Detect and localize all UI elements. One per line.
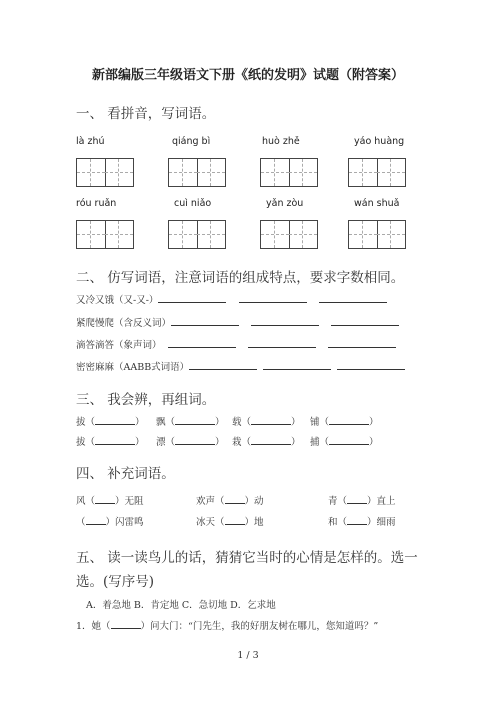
idiom-prefix: 风（ [76,496,96,507]
idiom-suffix: ）无阻 [115,496,144,507]
char-label: 捕（ [310,437,330,448]
answer-blank[interactable] [225,495,245,504]
answer-blank[interactable] [158,294,226,303]
imitation-label: 密密麻麻（AABB式词语） [76,362,190,373]
section-2-heading: 二、 仿写词语，注意词语的组成特点，要求字数相同。 [76,270,405,286]
tianzige-box[interactable] [260,158,318,187]
answer-blank[interactable] [95,495,115,504]
answer-blank[interactable] [95,416,135,425]
question-1 [76,618,378,632]
answer-blank[interactable] [175,416,215,425]
idiom-prefix: （ [76,517,86,528]
imitation-item [76,292,387,306]
page-title: 新部编版三年级语文下册《纸的发明》试题（附答案） [91,68,404,83]
distinguish-item [310,434,379,448]
answer-blank[interactable] [175,436,215,445]
page-number: 1 / 3 [237,650,259,661]
idiom-item [328,493,396,507]
answer-blank[interactable] [95,436,135,445]
char-label: 漂（ [156,437,176,448]
char-label: 飘（ [156,417,176,428]
pinyin-1-4: yáo huàng [354,136,405,147]
pinyin-1-3: huò zhě [262,136,300,147]
distinguish-item [76,434,145,448]
pinyin-2-1: róu ruǎn [76,198,117,209]
paren: ） [135,437,145,448]
answer-blank[interactable] [337,361,405,370]
char-label: 拔（ [76,437,96,448]
section-4-heading: 四、 补充词语。 [76,466,175,482]
answer-blank[interactable] [329,416,369,425]
distinguish-item [232,434,301,448]
char-label: 栽（ [232,437,252,448]
idiom-item [76,493,144,507]
idiom-suffix: ）细雨 [367,517,396,528]
answer-blank[interactable] [347,516,367,525]
paren: ） [369,417,379,428]
imitation-label: 又冷又饿（又-又-） [76,295,159,306]
pinyin-2-4: wán shuǎ [354,198,400,209]
tianzige-box[interactable] [260,220,318,249]
idiom-item [196,514,264,528]
distinguish-item [310,414,379,428]
char-label: 铺（ [310,417,330,428]
answer-blank[interactable] [251,416,291,425]
answer-blank[interactable] [263,361,331,370]
idiom-suffix: ）直上 [367,496,396,507]
answer-blank[interactable] [248,339,316,348]
section-3-heading: 三、 我会辨，再组词。 [76,392,216,408]
pinyin-1-1: là zhú [76,136,105,147]
imitation-label: 滴答滴答（象声词） [76,340,162,351]
answer-blank[interactable] [328,339,396,348]
section-5-heading-cont: 选。(写序号) [76,574,155,590]
idiom-prefix: 青（ [328,496,348,507]
idiom-suffix: ）地 [244,517,264,528]
paren: ） [215,417,225,428]
idiom-prefix: 和（ [328,517,348,528]
distinguish-item [156,414,225,428]
idiom-suffix: ）闪雷鸣 [105,517,144,528]
pinyin-2-3: yǎn zòu [266,198,304,209]
answer-blank[interactable] [329,436,369,445]
paren: ） [369,437,379,448]
idiom-prefix: 冰天（ [196,517,225,528]
imitation-item [76,359,405,373]
tianzige-box[interactable] [76,220,134,249]
answer-blank[interactable] [168,339,236,348]
imitation-label: 紧爬慢爬（含反义词） [76,318,172,329]
answer-blank[interactable] [171,317,239,326]
question-prefix: 1．她（ [76,621,111,632]
paren: ） [215,437,225,448]
option-list: A．着急地 B．肯定地 C．急切地 D．乞求地 [86,600,276,611]
tianzige-box[interactable] [76,158,134,187]
pinyin-2-2: cuì niǎo [174,198,212,209]
answer-blank[interactable] [86,516,106,525]
answer-blank[interactable] [251,317,319,326]
idiom-item [328,514,396,528]
paren: ） [291,437,301,448]
imitation-item [76,337,396,351]
tianzige-box[interactable] [168,220,226,249]
answer-blank[interactable] [189,361,257,370]
tianzige-box[interactable] [168,158,226,187]
answer-blank[interactable] [225,516,245,525]
distinguish-item [232,414,301,428]
paren: ） [135,417,145,428]
imitation-item [76,315,399,329]
distinguish-item [76,414,145,428]
idiom-item [196,493,264,507]
answer-blank[interactable] [347,495,367,504]
answer-blank[interactable] [319,294,387,303]
char-label: 拔（ [76,417,96,428]
answer-blank[interactable] [331,317,399,326]
answer-blank[interactable] [239,294,307,303]
tianzige-box[interactable] [348,158,406,187]
pinyin-1-2: qiáng bì [172,136,211,147]
answer-blank[interactable] [251,436,291,445]
distinguish-item [156,434,225,448]
section-5-heading: 五、 读一读鸟儿的话，猜猜它当时的心情是怎样的。选一 [76,550,418,566]
answer-blank[interactable] [111,620,141,629]
char-label: 载（ [232,417,252,428]
idiom-prefix: 欢声（ [196,496,225,507]
idiom-item [76,514,144,528]
question-text: ）问大门：“门先生，我的好朋友树在哪儿，您知道吗？” [140,621,379,632]
tianzige-box[interactable] [348,220,406,249]
idiom-suffix: ）动 [244,496,264,507]
section-1-heading: 一、 看拼音，写词语。 [76,106,216,122]
paren: ） [291,417,301,428]
